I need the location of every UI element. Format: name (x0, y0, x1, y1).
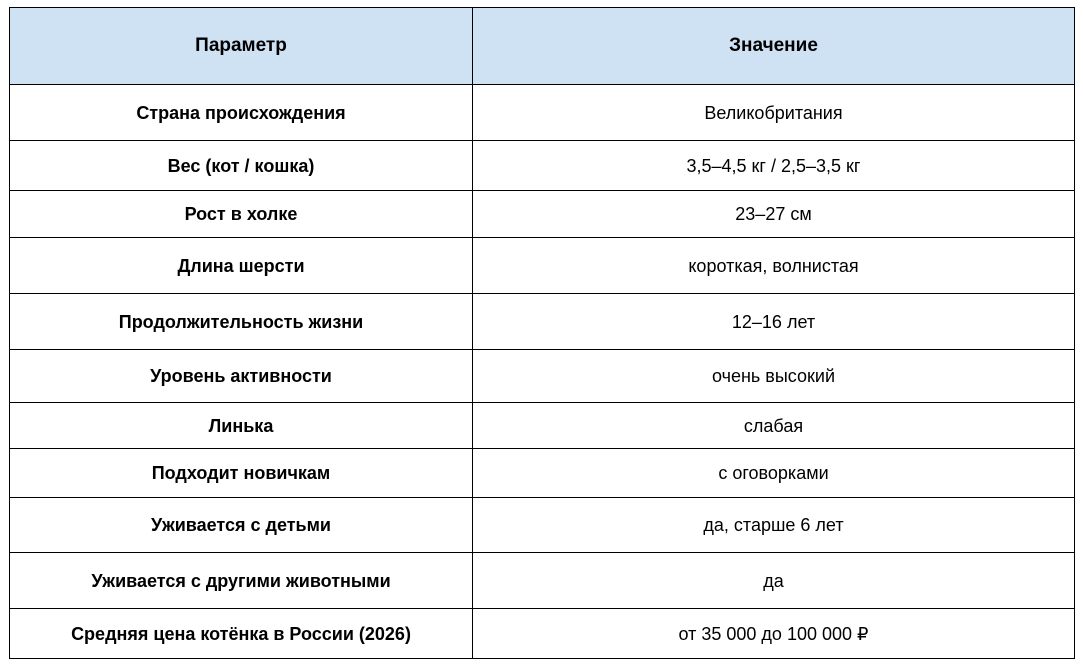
table-row (10, 609, 1075, 659)
table-row (10, 498, 1075, 553)
breed-parameters-table-container (9, 7, 1074, 659)
table-row (10, 449, 1075, 498)
value-cell: 12–16 лет (473, 294, 1075, 350)
value-cell: Великобритания (473, 85, 1075, 141)
parameter-cell: Страна происхождения (10, 85, 473, 141)
table-row (10, 238, 1075, 294)
breed-parameters-table (9, 7, 1075, 659)
value-cell: с оговорками (473, 449, 1075, 498)
value-cell: от 35 000 до 100 000 ₽ (473, 609, 1075, 659)
table-header-row (10, 8, 1075, 85)
value-cell: слабая (473, 403, 1075, 449)
table-row (10, 191, 1075, 238)
table-row (10, 403, 1075, 449)
parameter-cell: Рост в холке (10, 191, 473, 238)
value-cell: короткая, волнистая (473, 238, 1075, 294)
header-parameter: Параметр (10, 8, 473, 85)
table-row (10, 85, 1075, 141)
parameter-cell: Продолжительность жизни (10, 294, 473, 350)
table-row (10, 350, 1075, 403)
header-value: Значение (473, 8, 1075, 85)
parameter-cell: Уживается с детьми (10, 498, 473, 553)
table-row (10, 141, 1075, 191)
parameter-cell: Длина шерсти (10, 238, 473, 294)
table-row (10, 294, 1075, 350)
value-cell: 23–27 см (473, 191, 1075, 238)
parameter-cell: Вес (кот / кошка) (10, 141, 473, 191)
value-cell: очень высокий (473, 350, 1075, 403)
value-cell: да, старше 6 лет (473, 498, 1075, 553)
parameter-cell: Уровень активности (10, 350, 473, 403)
value-cell: 3,5–4,5 кг / 2,5–3,5 кг (473, 141, 1075, 191)
value-cell: да (473, 553, 1075, 609)
parameter-cell: Средняя цена котёнка в России (2026) (10, 609, 473, 659)
table-row (10, 553, 1075, 609)
parameter-cell: Линька (10, 403, 473, 449)
parameter-cell: Уживается с другими животными (10, 553, 473, 609)
parameter-cell: Подходит новичкам (10, 449, 473, 498)
